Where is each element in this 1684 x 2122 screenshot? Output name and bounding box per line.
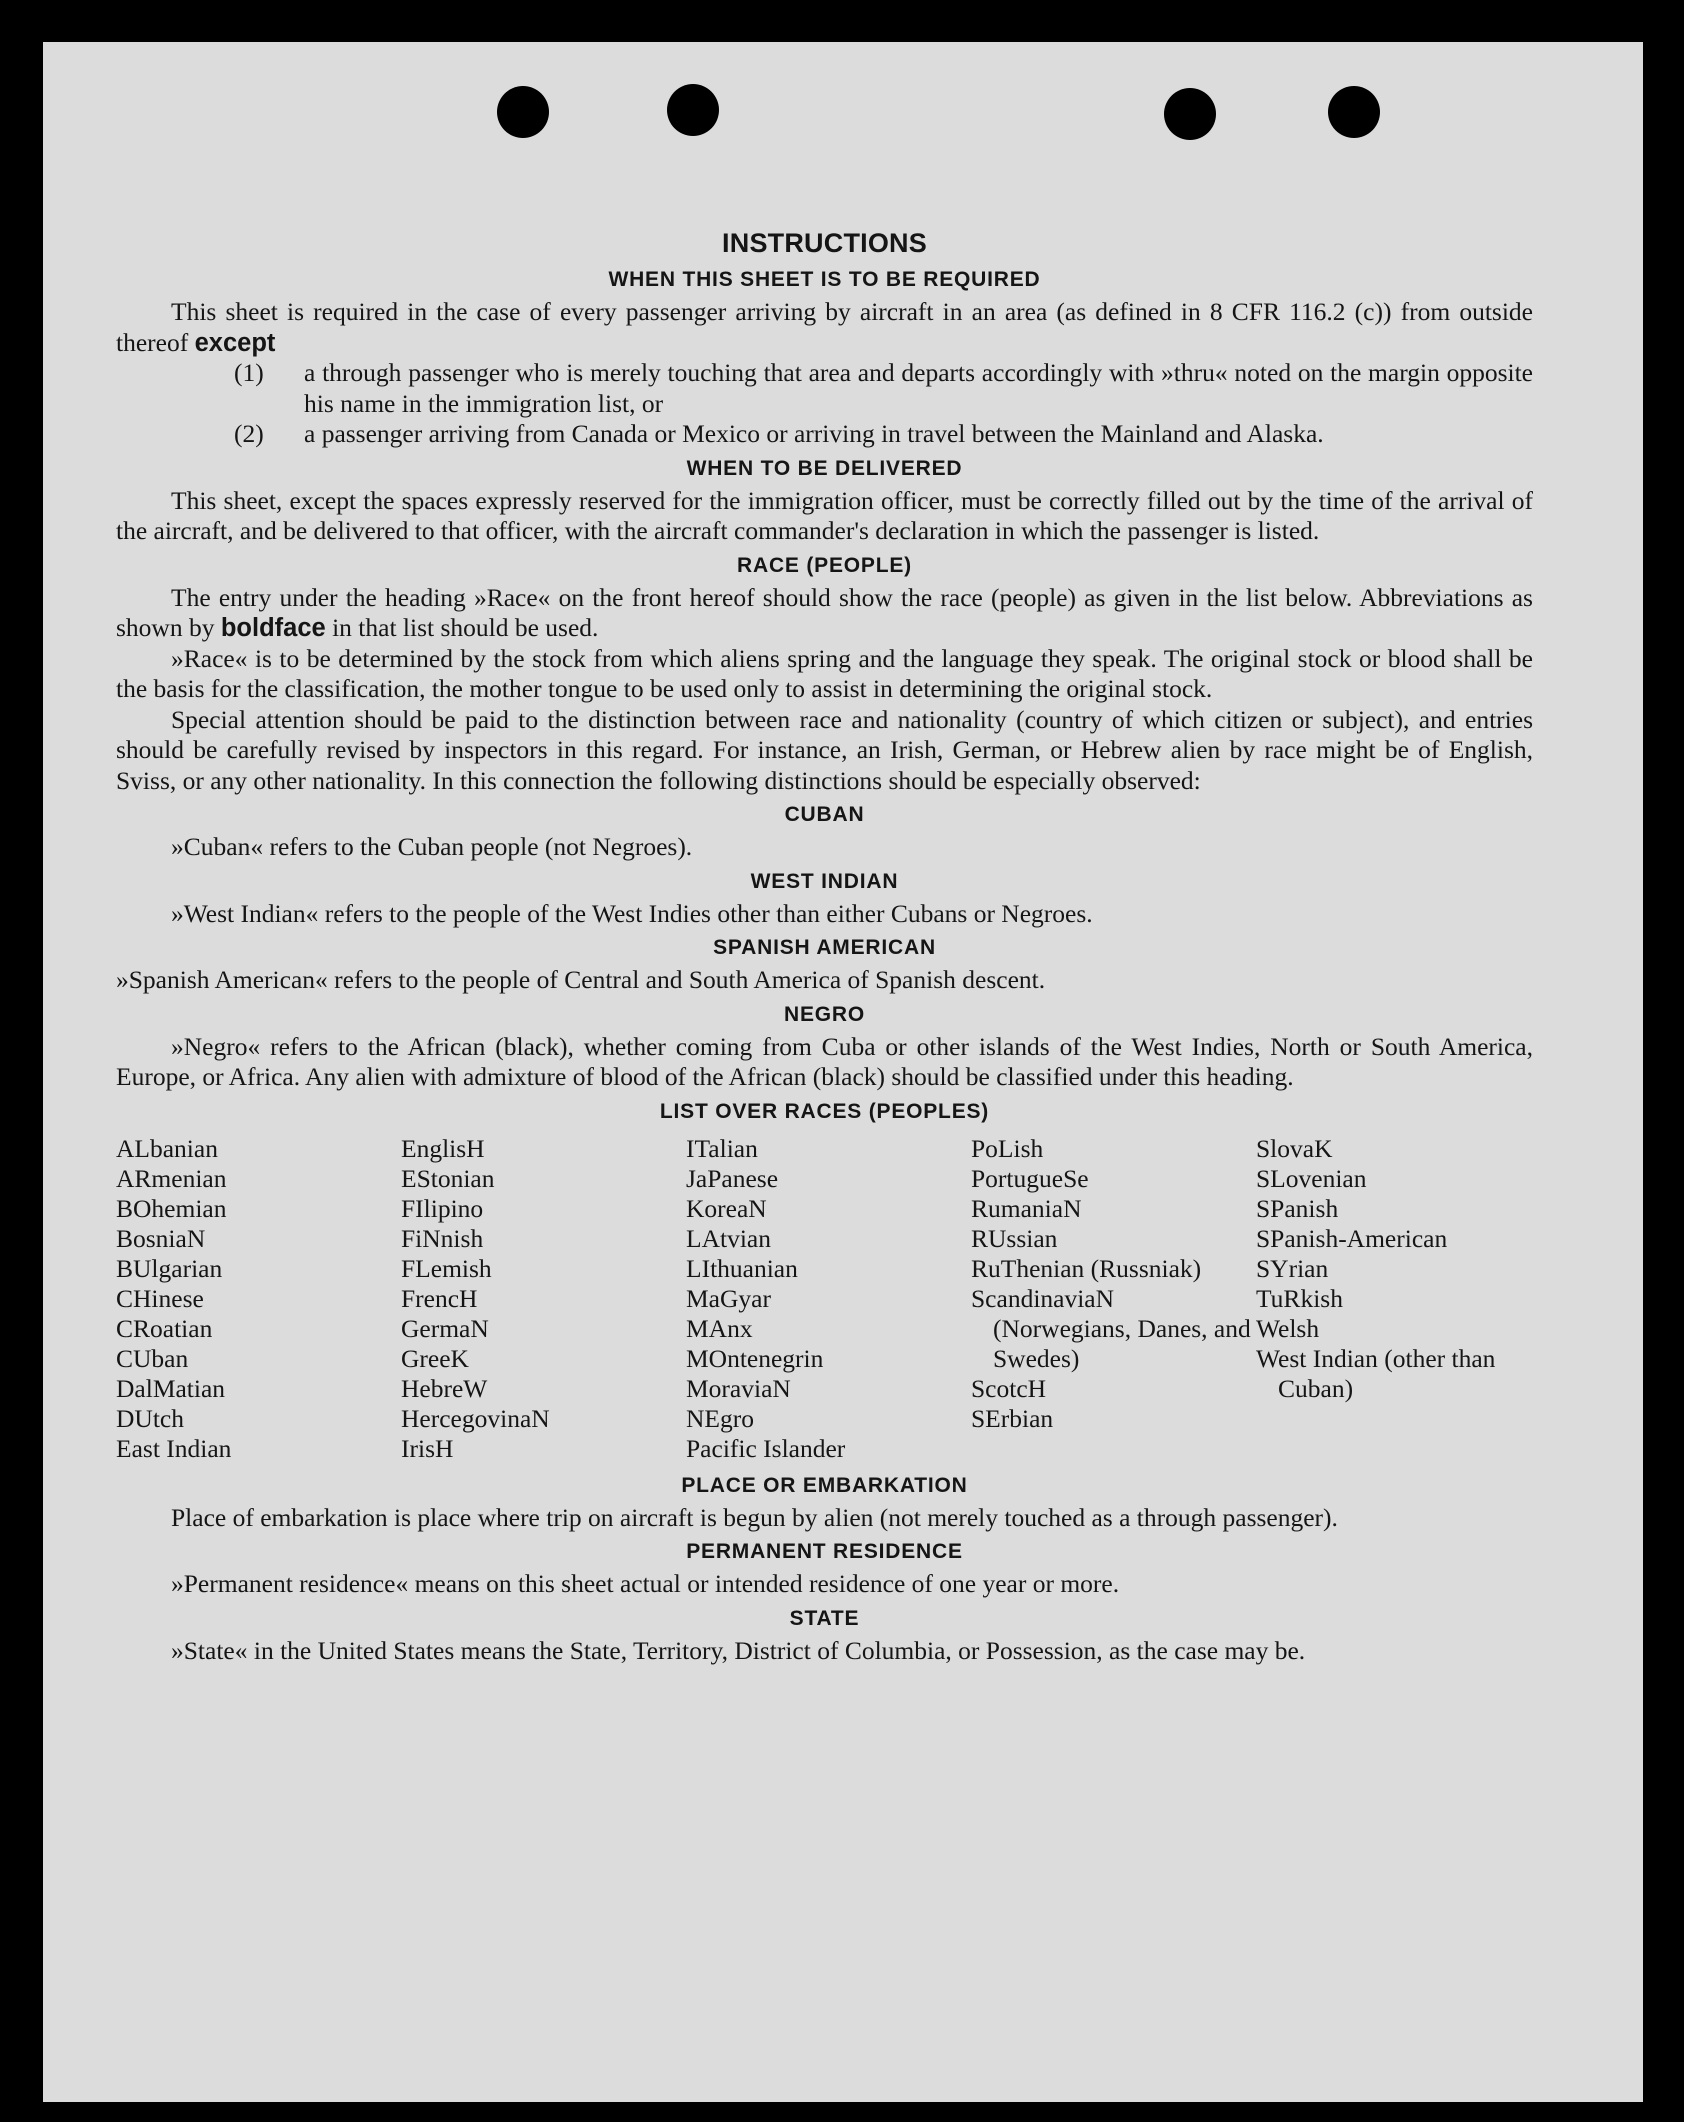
section-heading: PLACE OR EMBARKATION <box>681 1473 968 1497</box>
race-entry: PortugueSe <box>971 1163 1089 1193</box>
race-entry: DalMatian <box>116 1373 226 1403</box>
race-entry: ITalian <box>686 1133 758 1163</box>
race-entry: DUtch <box>116 1403 184 1433</box>
race-entry: MaGyar <box>686 1283 771 1313</box>
item-number: (1) <box>234 358 264 387</box>
punch-hole <box>497 86 549 138</box>
text-run: This sheet is required in the case of every passenger arriving by aircraft in an area (as defined in 8 CFR 116.2 (c)) from outside thereof <box>116 297 1533 357</box>
race-entry: ScandinaviaN (Norwegians, Danes, and Swedes) <box>971 1283 1251 1373</box>
race-entry: ARmenian <box>116 1163 227 1193</box>
race-entry: LAtvian <box>686 1223 771 1253</box>
punch-hole <box>667 84 719 136</box>
race-entry: BUlgarian <box>116 1253 223 1283</box>
bold-text: except <box>194 328 276 357</box>
paragraph: »Race« is to be determined by the stock from which aliens spring and the language they speak. The original stock or blood shall be the basis for the classification, the mother tongue to be used only to assist in determining the original stock. <box>116 643 1533 703</box>
race-entry: EnglisH <box>401 1133 485 1163</box>
item-text: a through passenger who is merely touching that area and departs accordingly with »thru« noted on the margin opposite his name in the immigration list, or <box>304 358 1533 418</box>
race-entry: RUssian <box>971 1223 1058 1253</box>
race-entry: SPanish-American <box>1256 1223 1448 1253</box>
race-entry: CRoatian <box>116 1313 213 1343</box>
race-entry: West Indian (other than Cuban) <box>1256 1343 1496 1403</box>
race-entry: SlovaK <box>1256 1133 1333 1163</box>
paragraph: »Permanent residence« means on this sheet actual or intended residence of one year or more. <box>171 1569 1120 1598</box>
section-heading: STATE <box>789 1606 860 1630</box>
race-entry: ALbanian <box>116 1133 218 1163</box>
race-entry: CHinese <box>116 1283 204 1313</box>
bold-text: boldface <box>220 614 326 642</box>
section-heading: LIST OVER RACES (PEOPLES) <box>659 1099 990 1123</box>
race-entry: SLovenian <box>1256 1163 1367 1193</box>
section-heading: NEGRO <box>783 1002 865 1026</box>
race-column <box>401 1134 686 1464</box>
race-entry: RuThenian (Russniak) <box>971 1253 1202 1283</box>
race-entry: SYrian <box>1256 1253 1329 1283</box>
race-entry: FiNnish <box>401 1223 484 1253</box>
race-entry: SPanish <box>1256 1193 1339 1223</box>
race-column <box>971 1134 1256 1464</box>
race-list <box>116 1134 1533 1464</box>
race-entry: MOntenegrin <box>686 1343 824 1373</box>
section-heading: SPANISH AMERICAN <box>713 936 936 959</box>
text-run: in that list should be used. <box>325 613 599 642</box>
page-title: INSTRUCTIONS <box>722 228 927 258</box>
paragraph <box>116 583 1533 644</box>
section-heading: WHEN TO BE DELIVERED <box>686 456 963 480</box>
punch-hole <box>1164 88 1216 140</box>
paragraph: »West Indian« refers to the people of the West Indies other than either Cubans or Negroes. <box>171 898 1093 928</box>
race-column <box>686 1134 971 1464</box>
list-item <box>234 358 1533 419</box>
race-entry: East Indian <box>116 1433 232 1463</box>
race-entry: MoraviaN <box>686 1373 791 1403</box>
race-entry: HercegovinaN <box>401 1403 550 1433</box>
section-heading: WEST INDIAN <box>750 869 899 893</box>
punch-hole <box>1328 86 1380 138</box>
race-entry: TuRkish <box>1256 1283 1343 1313</box>
race-entry: Welsh <box>1256 1313 1320 1343</box>
text-run: The entry under the heading »Race« on the front hereof should show the race (people) as given in the list below. Abbreviations as shown by <box>116 582 1533 642</box>
race-entry: FLemish <box>401 1253 492 1283</box>
race-entry: Pacific Islander <box>686 1433 846 1463</box>
item-number: (2) <box>234 419 264 448</box>
race-entry: GermaN <box>401 1313 489 1343</box>
race-entry: RumaniaN <box>971 1193 1082 1223</box>
section-heading: CUBAN <box>784 803 865 826</box>
item-text: a passenger arriving from Canada or Mexico or arriving in travel between the Mainland and Alaska. <box>304 419 1324 448</box>
section-heading: WHEN THIS SHEET IS TO BE REQUIRED <box>608 268 1041 291</box>
race-entry: EStonian <box>401 1163 495 1193</box>
paragraph: »Spanish American« refers to the people of Central and South America of Spanish descent. <box>116 965 1046 994</box>
section-heading: RACE (PEOPLE) <box>737 553 912 577</box>
paragraph: »Cuban« refers to the Cuban people (not Negroes). <box>171 832 693 861</box>
paragraph: »State« in the United States means the State, Territory, District of Columbia, or Possession, as the case may be. <box>171 1635 1306 1665</box>
race-entry: IrisH <box>401 1433 454 1463</box>
race-column <box>1256 1134 1541 1464</box>
race-entry: JaPanese <box>686 1163 779 1193</box>
paragraph <box>116 297 1533 358</box>
race-entry: NEgro <box>686 1403 754 1433</box>
section-heading: PERMANENT RESIDENCE <box>686 1540 963 1563</box>
instructions-content <box>116 225 1533 1666</box>
race-entry: CUban <box>116 1343 189 1373</box>
list-item <box>234 419 1533 450</box>
paragraph: »Negro« refers to the African (black), whether coming from Cuba or other islands of the West Indies, North or South America, Europe, or Africa. Any alien with admixture of blood of the African (black) should be classified under this heading. <box>116 1031 1533 1091</box>
race-entry: PoLish <box>971 1133 1044 1163</box>
race-entry: BOhemian <box>116 1193 227 1223</box>
document-sheet <box>43 42 1643 2102</box>
race-entry: BosniaN <box>116 1223 206 1253</box>
race-entry: LIthuanian <box>686 1253 798 1283</box>
race-entry: ScotcH <box>971 1373 1047 1403</box>
race-entry: FIlipino <box>401 1193 484 1223</box>
race-entry: HebreW <box>401 1373 488 1403</box>
race-entry: SErbian <box>971 1403 1054 1433</box>
race-entry: FrencH <box>401 1283 478 1313</box>
race-entry: KoreaN <box>686 1193 767 1223</box>
paragraph: This sheet, except the spaces expressly reserved for the immigration officer, must be correctly filled out by the time of the arrival of the aircraft, and be delivered to that officer, with the aircraft commander's declaration in which the passenger is listed. <box>116 485 1533 545</box>
paragraph: Special attention should be paid to the distinction between race and nationality (country of which citizen or subject), and entries should be carefully revised by inspectors in this regard. For instance, an Irish, German, or Hebrew alien by race might be of English, Sviss, or any other nationality. In this connection the following distinctions should be especially observed: <box>116 704 1533 795</box>
race-entry: MAnx <box>686 1313 753 1343</box>
race-column <box>116 1134 401 1464</box>
race-entry: GreeK <box>401 1343 469 1373</box>
paragraph: Place of embarkation is place where trip on aircraft is begun by alien (not merely touched as a through passenger). <box>171 1502 1338 1532</box>
